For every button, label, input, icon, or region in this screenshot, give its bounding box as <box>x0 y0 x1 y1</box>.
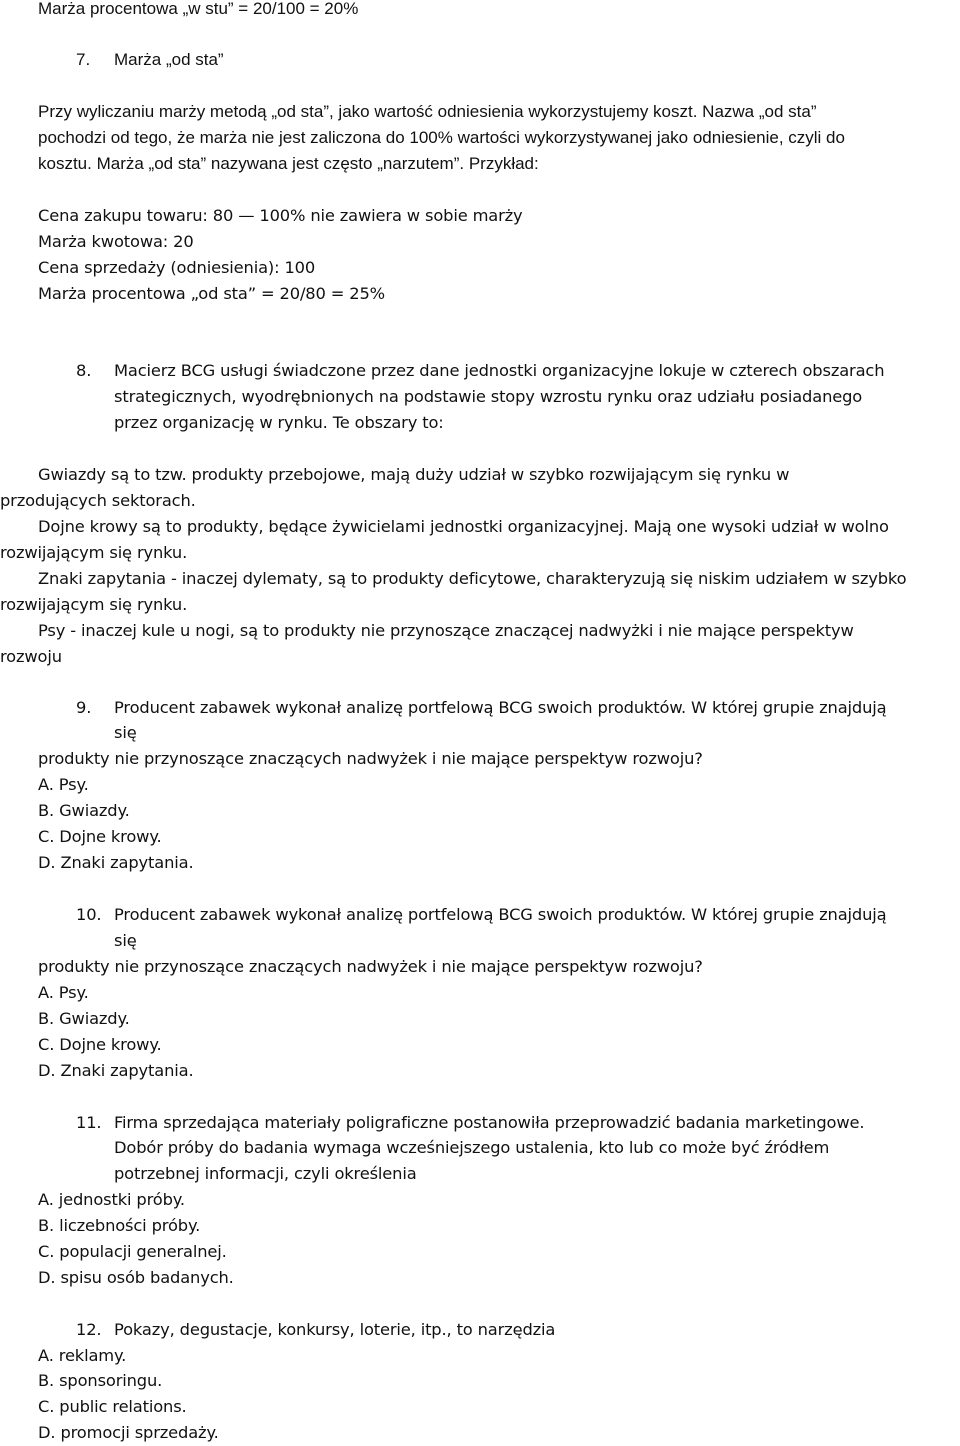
section-8-number: 8. <box>76 361 92 380</box>
question-11-number: 11. <box>76 1113 102 1132</box>
question-9-line-1: Producent zabawek wykonał analizę portfelową BCG swoich produktów. W której grupie znajdują <box>114 698 887 717</box>
question-10-option-a: A. Psy. <box>38 983 89 1002</box>
section-7-number: 7. <box>76 50 91 69</box>
bcg-cows-line-1: Dojne krowy są to produkty, będące żywicielami jednostki organizacyjnej. Mają one wysoki udział w wolno <box>38 517 889 536</box>
question-10-line-2: się <box>114 931 137 950</box>
question-10-option-b: B. Gwiazdy. <box>38 1009 130 1028</box>
bcg-cows-line-2: rozwijającym się rynku. <box>0 543 188 562</box>
question-9-option-d: D. Znaki zapytania. <box>38 853 194 872</box>
question-11-line-1: Firma sprzedająca materiały poligraficzne postanowiła przeprowadzić badania marketingowe. <box>114 1113 865 1132</box>
question-12-number: 12. <box>76 1320 102 1339</box>
question-11-option-d: D. spisu osób badanych. <box>38 1268 234 1287</box>
question-10-option-d: D. Znaki zapytania. <box>38 1061 194 1080</box>
question-12-option-d: D. promocji sprzedaży. <box>38 1423 219 1442</box>
question-10-line-3: produkty nie przynoszące znaczących nadwyżek i nie mające perspektyw rozwoju? <box>38 957 703 976</box>
question-9-line-2: się <box>114 723 137 742</box>
top-line: Marża procentowa „w stu” = 20/100 = 20% <box>38 0 359 18</box>
bcg-stars-line-2: przodujących sektorach. <box>0 491 196 510</box>
bcg-dogs-line-2: rozwoju <box>0 647 62 666</box>
question-9-option-c: C. Dojne krowy. <box>38 827 162 846</box>
bcg-stars-line-1: Gwiazdy są to tzw. produkty przebojowe, mają duży udział w szybko rozwijającym się rynku w <box>38 465 790 484</box>
question-11-option-b: B. liczebności próby. <box>38 1216 201 1235</box>
example-line-2: Marża kwotowa: 20 <box>38 232 194 251</box>
section-7-para-line-3: kosztu. Marża „od sta” nazywana jest często „narzutem”. Przykład: <box>38 154 539 173</box>
section-7-heading: Marża „od sta” <box>114 50 224 69</box>
question-11-option-a: A. jednostki próby. <box>38 1190 185 1209</box>
question-9-option-a: A. Psy. <box>38 775 89 794</box>
question-10-option-c: C. Dojne krowy. <box>38 1035 162 1054</box>
question-9-number: 9. <box>76 698 92 717</box>
bcg-questions-line-2: rozwijającym się rynku. <box>0 595 188 614</box>
section-7-para-line-2: pochodzi od tego, że marża nie jest zaliczona do 100% wartości wykorzystywanej jako odniesienie, czyli do <box>38 128 845 147</box>
question-12-option-a: A. reklamy. <box>38 1346 127 1365</box>
question-11-line-2: Dobór próby do badania wymaga wcześniejszego ustalenia, kto lub co może być źródłem <box>114 1138 830 1157</box>
section-8-line-3: przez organizację w rynku. Te obszary to: <box>114 413 444 432</box>
example-line-1: Cena zakupu towaru: 80 — 100% nie zawiera w sobie marży <box>38 206 523 225</box>
question-11-line-3: potrzebnej informacji, czyli określenia <box>114 1164 417 1183</box>
section-8-line-2: strategicznych, wyodrębnionych na podstawie stopy wzrostu rynku oraz udziału posiadanego <box>114 387 863 406</box>
question-9-option-b: B. Gwiazdy. <box>38 801 130 820</box>
question-12-option-c: C. public relations. <box>38 1397 187 1416</box>
question-9-line-3: produkty nie przynoszące znaczących nadwyżek i nie mające perspektyw rozwoju? <box>38 749 703 768</box>
question-11-option-c: C. populacji generalnej. <box>38 1242 227 1261</box>
example-line-3: Cena sprzedaży (odniesienia): 100 <box>38 258 316 277</box>
question-10-line-1: Producent zabawek wykonał analizę portfelową BCG swoich produktów. W której grupie znajdują <box>114 905 887 924</box>
section-8-line-1: Macierz BCG usługi świadczone przez dane jednostki organizacyjne lokuje w czterech obszarach <box>114 361 885 380</box>
example-line-4: Marża procentowa „od sta” = 20/80 = 25% <box>38 284 385 303</box>
bcg-dogs-line-1: Psy - inaczej kule u nogi, są to produkty nie przynoszące znaczącej nadwyżki i nie mające perspektyw <box>38 621 854 640</box>
question-12-option-b: B. sponsoringu. <box>38 1371 163 1390</box>
section-7-para-line-1: Przy wyliczaniu marży metodą „od sta”, jako wartość odniesienia wykorzystujemy koszt. Nazwa „od sta” <box>38 102 817 121</box>
bcg-questions-line-1: Znaki zapytania - inaczej dylematy, są to produkty deficytowe, charakteryzują się niskim udziałem w szybko <box>38 569 907 588</box>
question-12-line-1: Pokazy, degustacje, konkursy, loterie, itp., to narzędzia <box>114 1320 556 1339</box>
question-10-number: 10. <box>76 905 102 924</box>
